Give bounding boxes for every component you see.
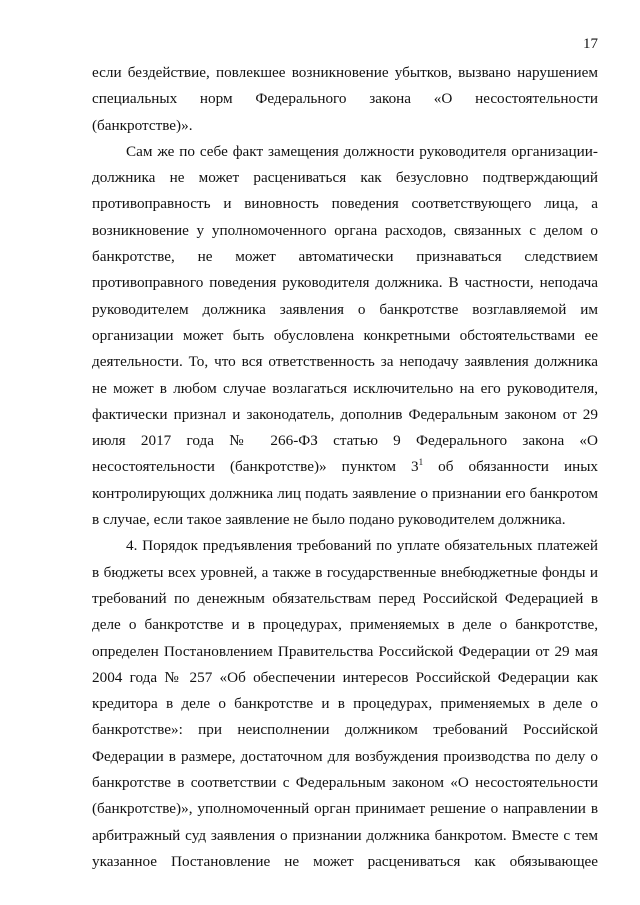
text-line: деле о банкротстве и в процедурах, применяемых в деле о банкротстве, bbox=[92, 616, 598, 634]
text-segment: несостоятельности (банкротстве)» пунктом 3 bbox=[92, 458, 419, 476]
text-line: если бездействие, повлекшее возникновение убытков, вызвано нарушением bbox=[92, 64, 598, 81]
text-line: банкротстве»: при неисполнении должником требований Российской bbox=[92, 721, 598, 739]
text-line: фактически признал и законодатель, дополнив Федеральным законом от 29 bbox=[92, 405, 598, 423]
text-line: противоправность и виновность поведения соответствующего лица, а bbox=[92, 195, 598, 213]
paragraph-1 bbox=[92, 60, 598, 139]
text-line: специальных норм Федерального закона «О несостоятельности bbox=[92, 90, 598, 108]
text-line: определен Постановлением Правительства Российской Федерации от 29 мая bbox=[92, 642, 598, 660]
text-line: противоправного поведения руководителя должника. В частности, неподача bbox=[92, 274, 598, 292]
text-line: Федерации в размере, достаточном для возбуждения производства по делу о bbox=[92, 747, 598, 765]
text-line: кредитора в деле о банкротстве и в процедурах, применяемых в деле о bbox=[92, 695, 598, 713]
document-text bbox=[92, 60, 598, 875]
text-line: банкротстве в соответствии с Федеральным законом «О несостоятельности bbox=[92, 774, 598, 792]
text-line: 4. Порядок предъявления требований по уплате обязательных платежей bbox=[126, 537, 598, 555]
text-line: организации может быть обусловлена конкретными обстоятельствами ее bbox=[92, 326, 598, 344]
text-line: (банкротстве)», уполномоченный орган принимает решение о направлении в bbox=[92, 800, 598, 818]
text-line: июля 2017 года № 266-ФЗ статью 9 Федерального закона «О bbox=[92, 432, 598, 450]
paragraph-3 bbox=[92, 533, 598, 875]
text-line: контролирующих должника лиц подать заявление о признании его банкротом bbox=[92, 484, 598, 502]
text-line: должника не может расцениваться как безусловно подтверждающий bbox=[92, 169, 598, 187]
superscript: 1 bbox=[418, 457, 424, 468]
text-line: 2004 года № 257 «Об обеспечении интересов Российской Федерации как bbox=[92, 668, 598, 686]
text-line: указанное Постановление не может расцениваться как обязывающее bbox=[92, 852, 598, 870]
text-line-with-superscript bbox=[92, 454, 598, 480]
text-line: руководителем должника заявления о банкротстве возглавляемой им bbox=[92, 300, 598, 318]
text-line: (банкротстве)». bbox=[92, 116, 193, 134]
paragraph-2 bbox=[92, 139, 598, 533]
text-line: в случае, если такое заявление не было подано руководителем должника. bbox=[92, 511, 566, 529]
text-line: деятельности. То, что вся ответственность за неподачу заявления должника bbox=[92, 353, 598, 371]
text-line: банкротстве, не может автоматически признаваться следствием bbox=[92, 248, 598, 266]
text-line: арбитражный суд заявления о признании должника банкротом. Вместе с тем bbox=[92, 826, 598, 844]
text-line: в бюджеты всех уровней, а также в государственные внебюджетные фонды и bbox=[92, 563, 598, 581]
text-line: требований по денежным обязательствам перед Российской Федерацией в bbox=[92, 589, 598, 607]
text-line: Сам же по себе факт замещения должности руководителя организации- bbox=[126, 142, 598, 160]
text-line: возникновение у уполномоченного органа расходов, связанных с делом о bbox=[92, 221, 598, 239]
text-segment: об обязанности иных bbox=[423, 458, 598, 476]
page-number: 17 bbox=[583, 36, 598, 52]
text-line: не может в любом случае возлагаться исключительно на его руководителя, bbox=[92, 379, 598, 397]
